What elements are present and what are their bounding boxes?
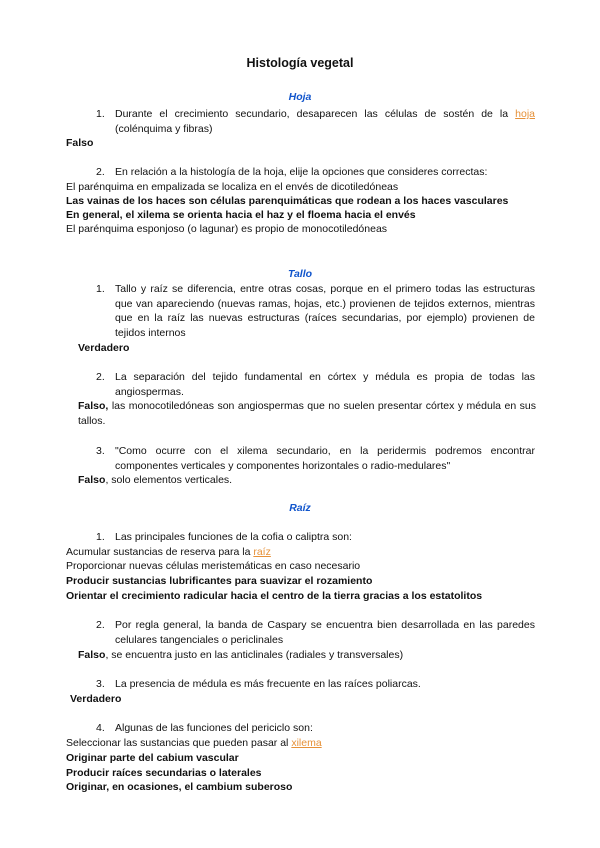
section-heading-hoja: Hoja bbox=[288, 91, 312, 103]
question-text: "Como ocurre con el xilema secundario, en la peridermis podremos encontrar componentes verticales y componentes horizontales o radio-medulares" bbox=[115, 445, 535, 472]
answer-label: Verdadero bbox=[78, 342, 130, 354]
answer-label: Falso bbox=[66, 137, 94, 149]
option-text-part: Seleccionar las sustancias que pueden pasar al bbox=[66, 737, 292, 749]
question-text: Algunas de las funciones del periciclo son: bbox=[115, 722, 313, 734]
question-text-part: (colénquima y fibras) bbox=[115, 122, 213, 135]
question-number: 2. bbox=[96, 619, 105, 631]
option-text-correct: Producir sustancias lubrificantes para suavizar el rozamiento bbox=[66, 575, 373, 587]
option-text-correct: Orientar el crecimiento radicular hacia el centro de la tierra gracias a los estatolitos bbox=[66, 590, 483, 602]
question-text-part: Durante el crecimiento secundario, desaparecen las células de sostén de la bbox=[115, 108, 516, 120]
question-number: 3. bbox=[96, 445, 105, 457]
question-text: Las principales funciones de la cofia o caliptra son: bbox=[115, 531, 352, 543]
question-text: En relación a la histología de la hoja, elije la opciones que consideres correctas: bbox=[115, 166, 488, 178]
option-text bbox=[66, 545, 271, 559]
option-text bbox=[66, 736, 322, 750]
option-text-correct: Originar, en ocasiones, el cambium suberoso bbox=[66, 781, 293, 793]
question-number: 3. bbox=[96, 678, 105, 690]
answer-text bbox=[78, 399, 536, 428]
option-text-correct: Producir raíces secundarias o laterales bbox=[66, 767, 262, 779]
question-number: 2. bbox=[96, 371, 105, 383]
question-number: 1. bbox=[96, 283, 105, 295]
option-text: El parénquima en empalizada se localiza en el envés de dicotiledóneas bbox=[66, 181, 399, 193]
xilema-link[interactable]: xilema bbox=[291, 737, 322, 749]
hoja-link[interactable]: hoja bbox=[515, 108, 535, 120]
answer-text bbox=[78, 473, 232, 487]
option-text: El parénquima esponjoso (o lagunar) es propio de monocotiledóneas bbox=[66, 223, 388, 235]
answer-label: Falso, bbox=[78, 400, 109, 412]
answer-explanation: , se encuentra justo en las anticlinales (radiales y transversales) bbox=[105, 649, 404, 661]
option-text-correct: Originar parte del cabium vascular bbox=[66, 752, 239, 764]
question-number: 4. bbox=[96, 722, 105, 734]
section-heading-tallo: Tallo bbox=[287, 268, 313, 280]
question-text bbox=[115, 107, 535, 136]
answer-explanation: , solo elementos verticales. bbox=[105, 474, 233, 486]
question-text: Tallo y raíz se diferencia, entre otras cosas, porque en el primero todas las estructuras que van apareciendo (nuevas ramas, hojas, etc.) provienen de tejidos externos, mientras que en la raíz las nuevas estructuras (raíces secundarias, por ejemplo) provienen de tejidos internos bbox=[115, 283, 535, 339]
question-number: 1. bbox=[96, 531, 105, 543]
question-text: La separación del tejido fundamental en córtex y médula es propia de todas las angiospermas. bbox=[115, 371, 535, 398]
raiz-link[interactable]: raíz bbox=[253, 546, 271, 558]
question-number: 1. bbox=[96, 108, 105, 120]
question-text: La presencia de médula es más frecuente en las raíces poliarcas. bbox=[115, 678, 421, 690]
option-text-correct: En general, el xilema se orienta hacia el haz y el floema hacia el envés bbox=[66, 209, 416, 221]
question-number: 2. bbox=[96, 166, 105, 178]
page-title: Histología vegetal bbox=[246, 56, 354, 70]
question-text: Por regla general, la banda de Caspary se encuentra bien desarrollada en las paredes celulares tangenciales o periclinales bbox=[115, 619, 535, 646]
answer-label: Verdadero bbox=[70, 693, 122, 705]
answer-explanation: las monocotiledóneas son angiospermas que no suelen presentar córtex y médula en sus tallos. bbox=[78, 400, 536, 427]
answer-label: Falso bbox=[78, 649, 106, 661]
section-heading-raiz: Raíz bbox=[289, 502, 311, 514]
answer-label: Falso bbox=[78, 474, 106, 486]
option-text-part: Acumular sustancias de reserva para la bbox=[66, 546, 254, 558]
answer-text bbox=[78, 648, 403, 662]
option-text: Proporcionar nuevas células meristemáticas en caso necesario bbox=[66, 560, 361, 572]
option-text-correct: Las vainas de los haces son células parenquimáticas que rodean a los haces vasculares bbox=[66, 195, 509, 207]
